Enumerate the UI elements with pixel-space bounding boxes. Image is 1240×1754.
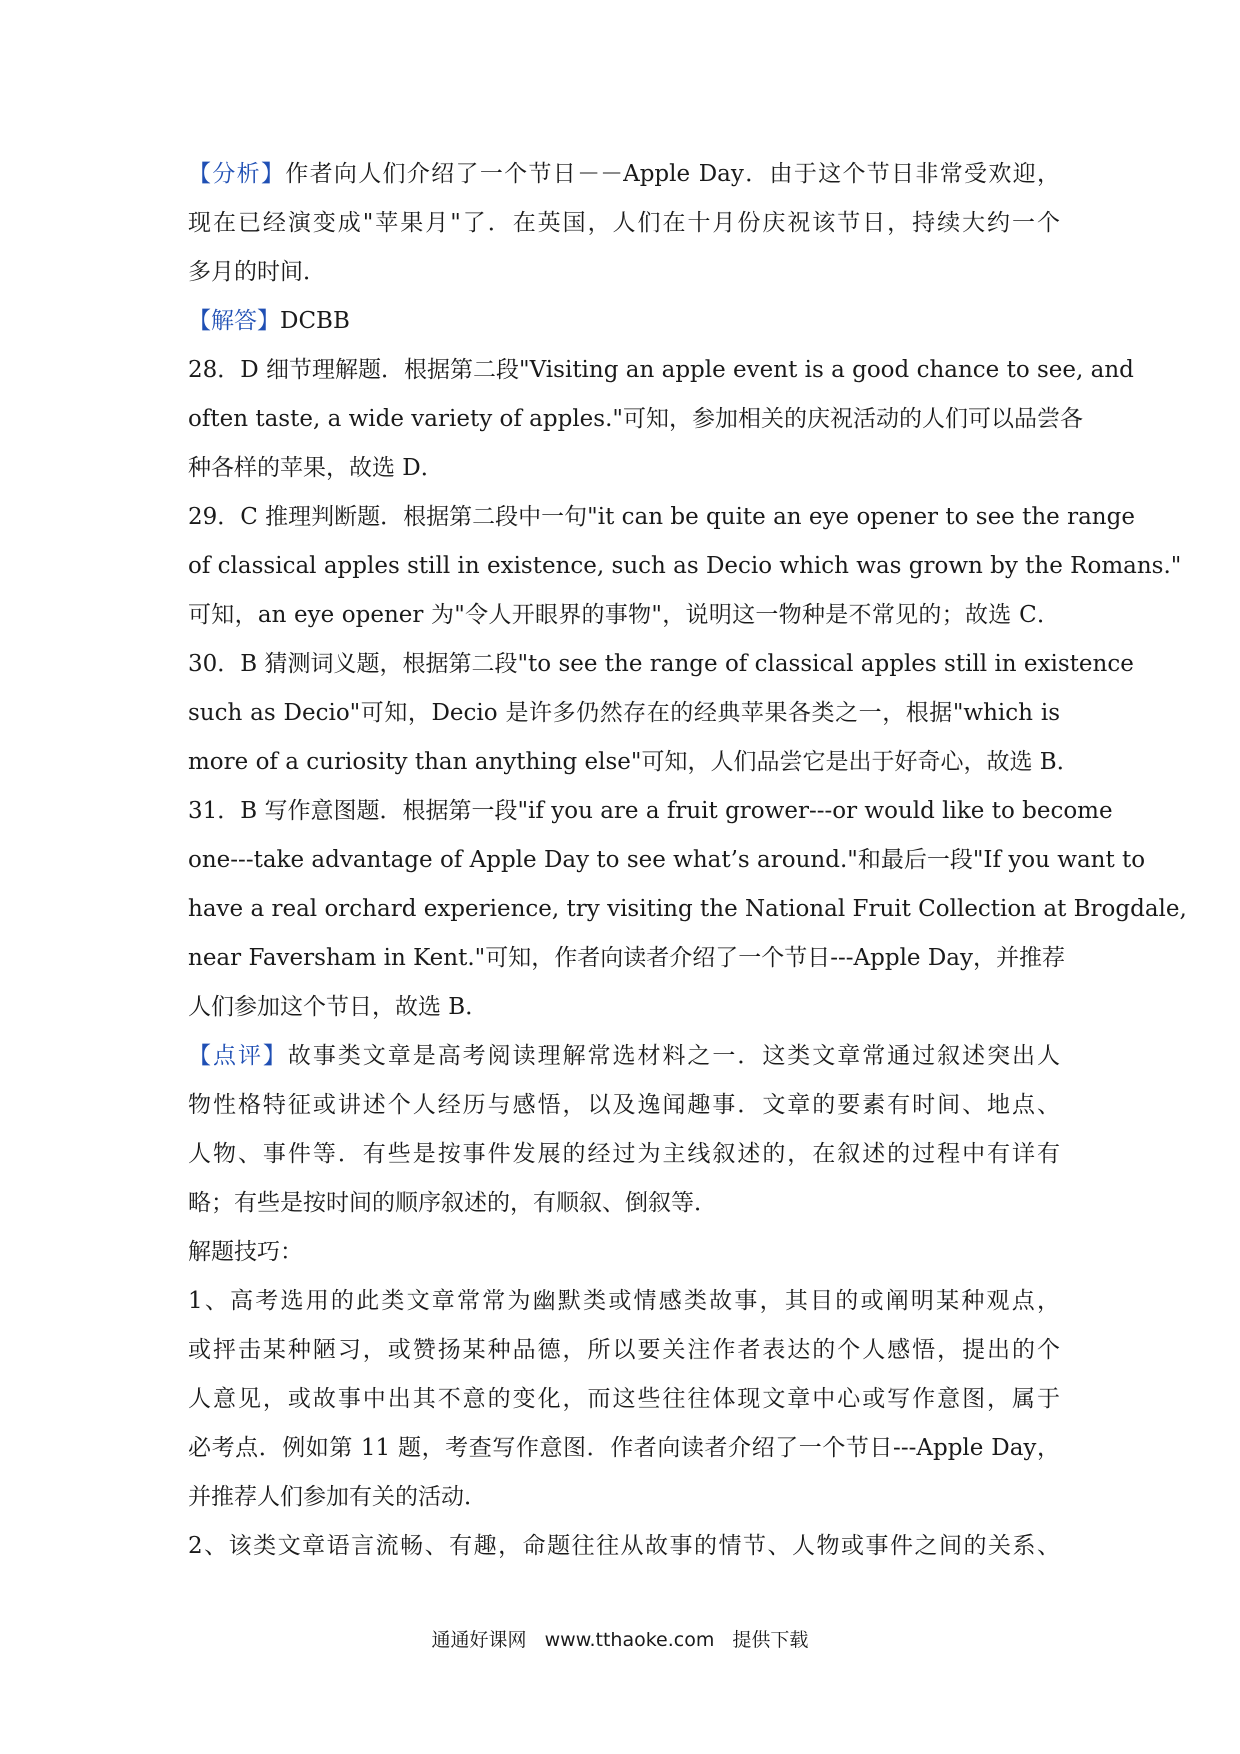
comment-text: 故事类文章是高考阅读理解常选材料之一．这类文章常通过叙述突出人 (287, 1043, 1061, 1069)
explanation-line: 28．D 细节理解题．根据第二段"Visiting an apple event is a good chance to see, and (188, 357, 1134, 383)
explanation-line: 可知，an eye opener 为"令人开眼界的事物"，说明这一物种是不常见的；故选 C． (188, 602, 1060, 628)
analysis-tag: 【分析】 (188, 161, 286, 187)
explanation-line: have a real orchard experience, try visiting the National Fruit Collection at Brogdale, (188, 896, 1187, 922)
comment-tag: 【点评】 (188, 1043, 288, 1069)
explanation-line: such as Decio"可知，Decio 是许多仍然存在的经典苹果各类之一，根据"which is (188, 700, 1060, 726)
footer-url[interactable]: www.tthaoke.com (544, 1629, 715, 1651)
tips-line: 必考点．例如第 11 题，考查写作意图．作者向读者介绍了一个节日---Apple Day， (188, 1435, 1060, 1461)
tips-line: 2、该类文章语言流畅、有趣，命题往往从故事的情节、人物或事件之间的关系、 (188, 1533, 1060, 1559)
explanation-line: more of a curiosity than anything else"可知，人们品尝它是出于好奇心，故选 B． (188, 749, 1080, 775)
analysis-line-1 (188, 150, 1060, 199)
footer-note: 提供下载 (732, 1629, 809, 1651)
explanation-line: near Faversham in Kent."可知，作者向读者介绍了一个节日---Apple Day，并推荐 (188, 945, 1065, 971)
explanation-line: often taste, a wide variety of apples."可知，参加相关的庆祝活动的人们可以品尝各 (188, 406, 1083, 432)
tips-line: 人意见，或故事中出其不意的变化，而这些往往体现文章中心或写作意图，属于 (188, 1386, 1060, 1412)
tips-line: 1、高考选用的此类文章常常为幽默类或情感类故事，其目的或阐明某种观点， (188, 1288, 1060, 1314)
analysis-line-3: 多月的时间． (188, 259, 326, 285)
comment-line: 略；有些是按时间的顺序叙述的，有顺叙、倒叙等． (188, 1190, 717, 1216)
explanation-line: 种各样的苹果，故选 D． (188, 455, 444, 481)
tips-heading: 解题技巧： (188, 1239, 303, 1265)
explanation-line: 人们参加这个节日，故选 B． (188, 994, 489, 1020)
document-body (188, 150, 1187, 1571)
analysis-text: 作者向人们介绍了一个节日－－Apple Day．由于这个节日非常受欢迎， (285, 161, 1061, 187)
explanation-line: of classical apples still in existence, such as Decio which was grown by the Romans." (188, 553, 1182, 579)
comment-line: 人物、事件等．有些是按事件发展的经过为主线叙述的，在叙述的过程中有详有 (188, 1141, 1060, 1167)
answer-tag: 【解答】 (188, 308, 280, 334)
analysis-line-2: 现在已经演变成"苹果月"了．在英国，人们在十月份庆祝该节日，持续大约一个 (188, 210, 1060, 236)
comment-line-1 (188, 1032, 1060, 1081)
explanation-line: 30．B 猜测词义题，根据第二段"to see the range of classical apples still in existence (188, 651, 1134, 677)
explanation-line: 31．B 写作意图题．根据第一段"if you are a fruit grower---or would like to become (188, 798, 1113, 824)
explanation-line: one---take advantage of Apple Day to see what’s around."和最后一段"If you want to (188, 847, 1146, 873)
comment-line: 物性格特征或讲述个人经历与感悟，以及逸闻趣事．文章的要素有时间、地点、 (188, 1092, 1060, 1118)
footer-site-name: 通通好课网 (431, 1629, 527, 1651)
answer-line (188, 297, 1060, 346)
tips-line: 并推荐人们参加有关的活动． (188, 1484, 487, 1510)
tips-line: 或抨击某种陋习，或赞扬某种品德，所以要关注作者表达的个人感悟，提出的个 (188, 1337, 1060, 1363)
answer-text: DCBB (280, 308, 350, 334)
page-footer (0, 1625, 1240, 1652)
explanation-line: 29．C 推理判断题．根据第二段中一句"it can be quite an eye opener to see the range (188, 504, 1135, 530)
